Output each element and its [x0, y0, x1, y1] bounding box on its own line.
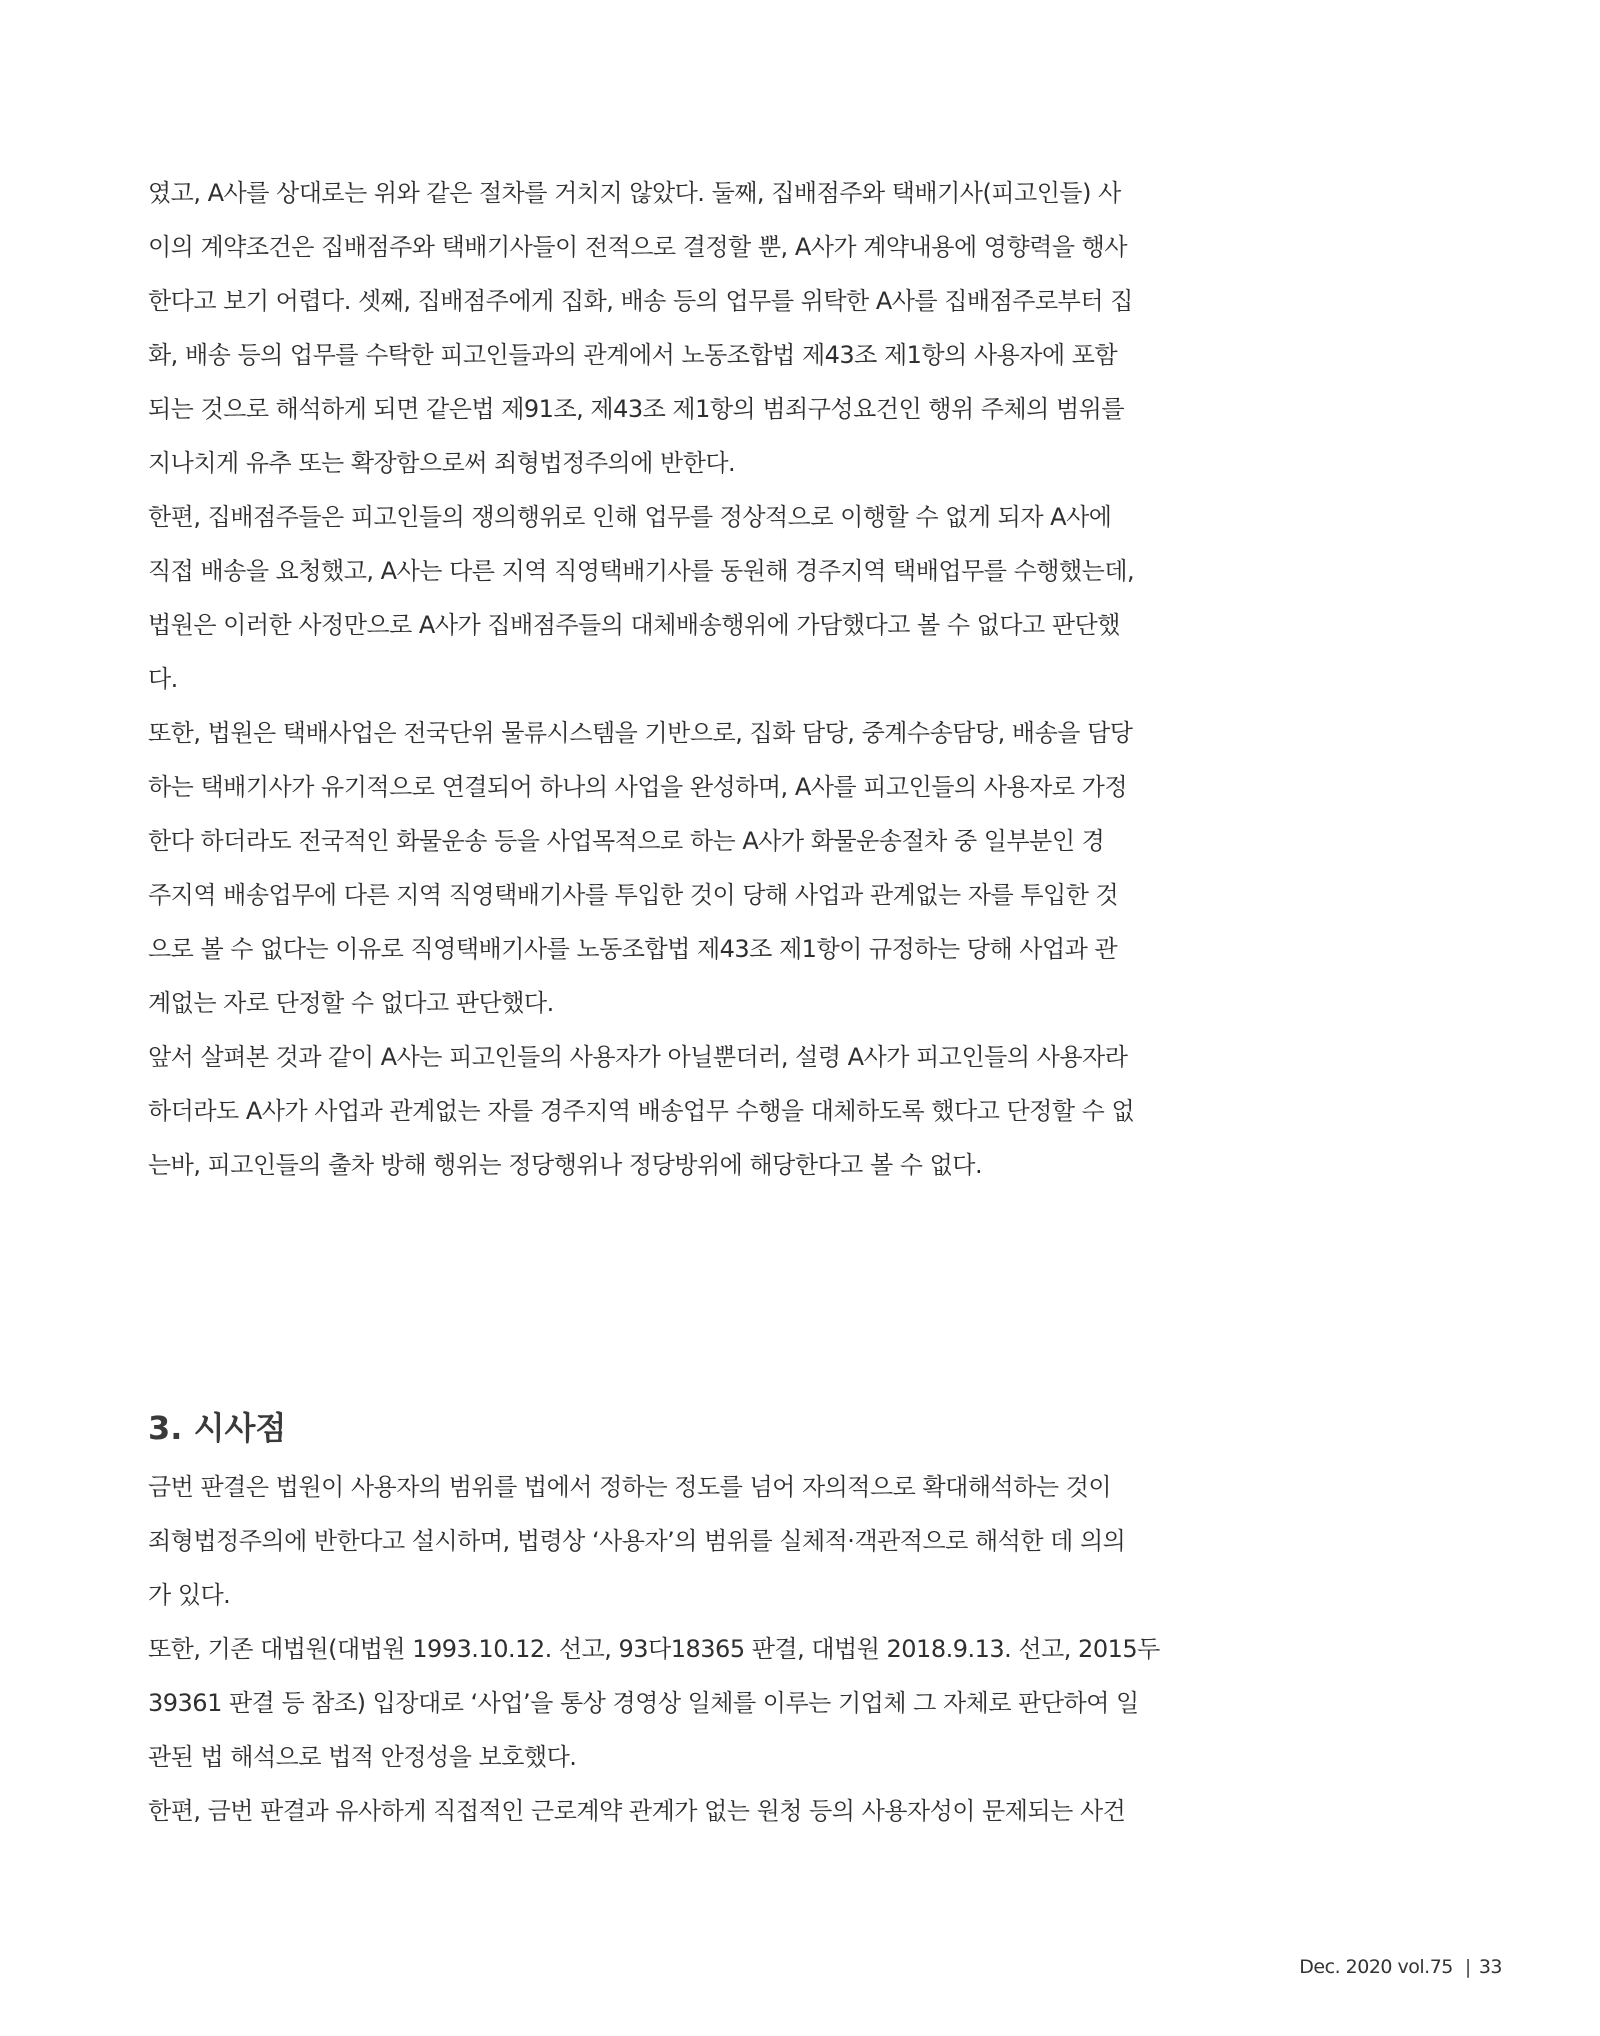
text-line: 한다 하더라도 전국적인 화물운송 등을 사업목적으로 하는 A사가 화물운송절차 중 일부분인 경 [148, 827, 1105, 855]
text-line: 으로 볼 수 없다는 이유로 직영택배기사를 노동조합법 제43조 제1항이 규정하는 당해 사업과 관 [148, 935, 1118, 963]
text-line: 였고, A사를 상대로는 위와 같은 절차를 거치지 않았다. 둘째, 집배점주와 택배기사(피고인들) 사 [148, 179, 1121, 207]
text-line: 또한, 법원은 택배사업은 전국단위 물류시스템을 기반으로, 집화 담당, 중계수송담당, 배송을 담당 [148, 719, 1133, 747]
text-line: 하는 택배기사가 유기적으로 연결되어 하나의 사업을 완성하며, A사를 피고인들의 사용자로 가정 [148, 773, 1128, 801]
text-line: 한편, 금번 판결과 유사하게 직접적인 근로계약 관계가 없는 원청 등의 사용자성이 문제되는 사건 [148, 1797, 1126, 1825]
footer-divider: | [1464, 1956, 1471, 1978]
text-line: 계없는 자로 단정할 수 없다고 판단했다. [148, 989, 554, 1017]
text-line: 금번 판결은 법원이 사용자의 범위를 법에서 정하는 정도를 넘어 자의적으로 확대해석하는 것이 [148, 1473, 1112, 1501]
text-line: 다. [148, 665, 178, 693]
section-heading: 3. 시사점 [148, 1409, 287, 1447]
text-line: 되는 것으로 해석하게 되면 같은법 제91조, 제43조 제1항의 범죄구성요건인 행위 주체의 범위를 [148, 395, 1125, 423]
text-line: 주지역 배송업무에 다른 지역 직영택배기사를 투입한 것이 당해 사업과 관계없는 자를 투입한 것 [148, 881, 1119, 909]
text-line: 39361 판결 등 참조) 입장대로 ‘사업’을 통상 경영상 일체를 이루는 기업체 그 자체로 판단하여 일 [148, 1689, 1139, 1717]
text-line: 관된 법 해석으로 법적 안정성을 보호했다. [148, 1743, 577, 1771]
text-line: 한편, 집배점주들은 피고인들의 쟁의행위로 인해 업무를 정상적으로 이행할 수 없게 되자 A사에 [148, 503, 1112, 531]
text-line: 직접 배송을 요청했고, A사는 다른 지역 직영택배기사를 동원해 경주지역 택배업무를 수행했는데, [148, 557, 1135, 585]
section-body-text [148, 1460, 1234, 1838]
text-line: 화, 배송 등의 업무를 수탁한 피고인들과의 관계에서 노동조합법 제43조 제1항의 사용자에 포함 [148, 341, 1118, 369]
text-line: 법원은 이러한 사정만으로 A사가 집배점주들의 대체배송행위에 가담했다고 볼 수 없다고 판단했 [148, 611, 1120, 639]
body-text [148, 166, 1234, 1192]
issue-label: Dec. 2020 vol.75 [1299, 1956, 1453, 1978]
text-line: 또한, 기존 대법원(대법원 1993.10.12. 선고, 93다18365 판결, 대법원 2018.9.13. 선고, 2015두 [148, 1635, 1160, 1663]
page-footer [1299, 1953, 1502, 1981]
text-line: 죄형법정주의에 반한다고 설시하며, 법령상 ‘사용자’의 범위를 실체적·객관적으로 해석한 데 의의 [148, 1527, 1126, 1555]
text-line: 는바, 피고인들의 출차 방해 행위는 정당행위나 정당방위에 해당한다고 볼 수 없다. [148, 1151, 983, 1179]
text-line: 지나치게 유추 또는 확장함으로써 죄형법정주의에 반한다. [148, 449, 736, 477]
text-line: 이의 계약조건은 집배점주와 택배기사들이 전적으로 결정할 뿐, A사가 계약내용에 영향력을 행사 [148, 233, 1128, 261]
text-line: 하더라도 A사가 사업과 관계없는 자를 경주지역 배송업무 수행을 대체하도록 했다고 단정할 수 없 [148, 1097, 1135, 1125]
page-number: 33 [1478, 1956, 1502, 1978]
text-line: 한다고 보기 어렵다. 셋째, 집배점주에게 집화, 배송 등의 업무를 위탁한 A사를 집배점주로부터 집 [148, 287, 1133, 315]
text-line: 앞서 살펴본 것과 같이 A사는 피고인들의 사용자가 아닐뿐더러, 설령 A사가 피고인들의 사용자라 [148, 1043, 1128, 1071]
text-line: 가 있다. [148, 1581, 231, 1609]
